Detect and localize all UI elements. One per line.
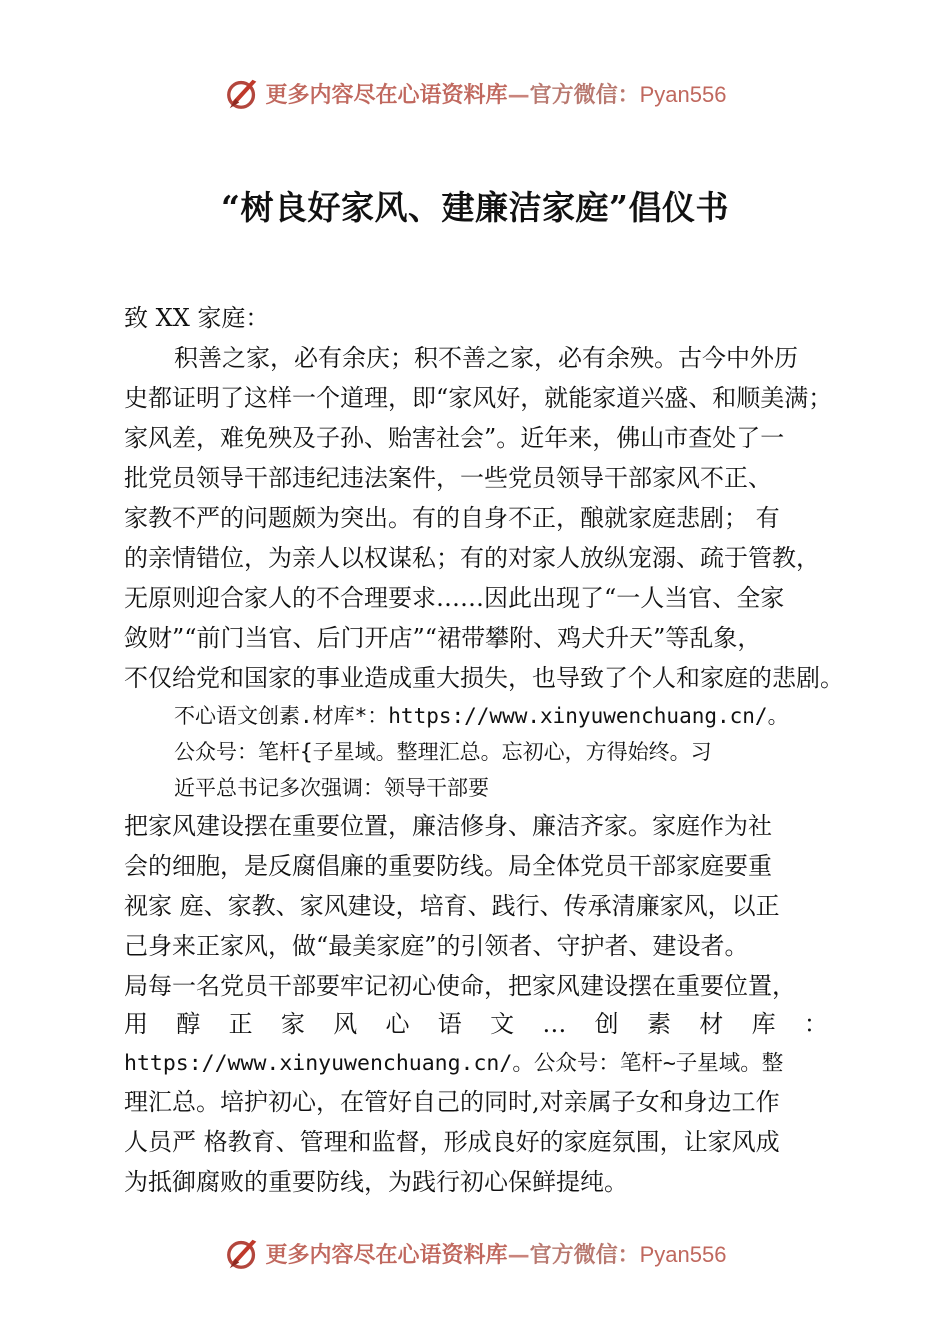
paragraph-line: 批党员领导干部违纪违法案件，一些党员领导干部家风不正、 [124,464,772,492]
spread-char: 库 [751,1010,776,1038]
spread-char: … [542,1010,567,1038]
paragraph-line: https://www.xinyuwenchuang.cn/。公众号：笔杆~子星域。整 [124,1051,784,1076]
paragraph-line: 会的细胞，是反腐倡廉的重要防线。局全体党员干部家庭要重 [124,852,772,880]
spread-char: 材 [699,1010,724,1038]
quill-circle-logo-icon [224,74,262,112]
spread-char: 语 [437,1010,462,1038]
paragraph-line: 无原则迎合家人的不合理要求……因此出现了“一人当官、全家 [124,584,785,612]
paragraph-line: 理汇总。培护初心，在管好自己的同时,对亲属子女和身边工作 [124,1088,780,1116]
banner-separator: — [507,81,530,108]
spread-char: ： [803,1010,828,1038]
spread-char: 心 [385,1010,410,1038]
spread-char: 风 [333,1010,358,1038]
paragraph-line: 不仅给党和国家的事业造成重大损失，也导致了个人和家庭的悲剧。 [124,664,844,692]
paragraph-line: 人员严 格教育、管理和监督，形成良好的家庭氛围，让家风成 [124,1128,780,1156]
inserted-line: 近平总书记多次强调：领导干部要 [174,776,489,800]
paragraph-line: 家风差，难免殃及子孙、贻害社会”。近年来，佛山市查处了一 [124,424,785,452]
banner-text [266,1238,727,1269]
spread-char: 家 [280,1010,305,1038]
footer-watermark-banner [0,1230,950,1276]
paragraph-line: 己身来正家风，做“最美家庭”的引领者、守护者、建设者。 [124,932,749,960]
paragraph-line: 的亲情错位，为亲人以权谋私；有的对家人放纵宠溺、疏于管教， [124,544,820,572]
spread-char: 用 [124,1010,148,1038]
banner-text [266,78,727,109]
header-watermark-banner [0,70,950,116]
spread-char: 创 [594,1010,619,1038]
paragraph-line: 为抵御腐败的重要防线，为践行初心保鲜提纯。 [124,1168,628,1196]
spread-char: 醇 [176,1010,201,1038]
paragraph-line: 把家风建设摆在重要位置，廉洁修身、廉洁齐家。家庭作为社 [124,812,772,840]
banner-main-text: 更多内容尽在心语资料库 [265,81,508,108]
document-title: “树良好家风、建廉洁家庭”倡仪书 [221,188,729,227]
banner-wechat-label: 官方微信： [529,81,640,108]
spread-justified-line [124,1004,828,1044]
paragraph-line: 史都证明了这样一个道理，即“家风好，就能家道兴盛、和顺美满； [124,384,833,412]
paragraph-line: 积善之家，必有余庆；积不善之家，必有余殃。古今中外历 [174,344,798,372]
spread-char: 素 [646,1010,671,1038]
spread-char: 文 [490,1010,515,1038]
paragraph-line: 敛财”“前门当官、后门开店”“裙带攀附、鸡犬升天”等乱象， [124,624,762,652]
banner-main-text: 更多内容尽在心语资料库 [265,1241,508,1268]
paragraph-line: 局每一名党员干部要牢记初心使命，把家风建设摆在重要位置， [124,972,796,1000]
banner-separator: — [507,1241,530,1268]
inserted-line: 不心语文创素.材库*：https://www.xinyuwenchuang.cn/。 [174,704,789,728]
salutation: 致 XX 家庭： [124,304,270,332]
paragraph-line: 家教不严的问题颇为突出。有的自身不正，酿就家庭悲剧； 有 [124,504,780,532]
banner-wechat-label: 官方微信： [529,1241,640,1268]
quill-circle-logo-icon [224,1234,262,1272]
paragraph-line: 视家 庭、家教、家风建设，培育、践行、传承清廉家风，以正 [124,892,780,920]
inserted-line: 公众号：笔杆{子星域。整理汇总。忘初心，方得始终。习 [174,740,712,764]
banner-wechat-id: Pyan556 [639,81,727,107]
banner-wechat-id: Pyan556 [639,1241,727,1267]
spread-char: 正 [228,1010,253,1038]
